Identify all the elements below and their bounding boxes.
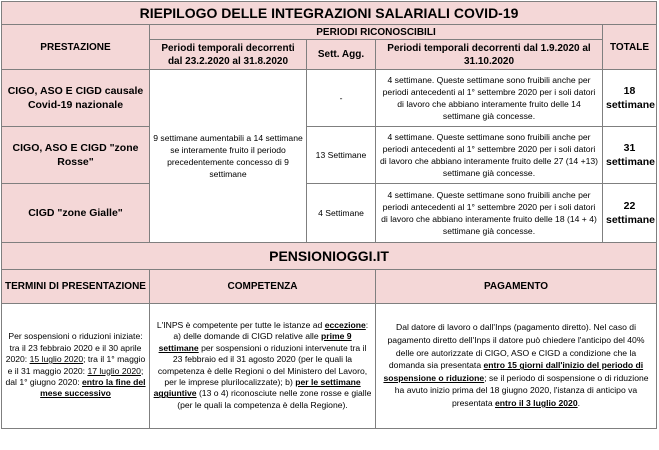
header-periodo-2: Periodi temporali decorrenti dal 1.9.2020 al 31.10.2020 [376,40,603,70]
pagamento-text: Dal datore di lavoro o dall'Inps (pagamento diretto). Nel caso di pagamento diretto dell'Inps il datore può chiedere l'anticipo del 40% delle ore autorizzate di CIGO, ASO e CIGD a condizione che la domanda sia presentata [387,322,645,371]
pagamento-text: . [577,397,580,408]
totale-number: 31 [623,142,636,154]
pagamento-text: ; se il periodo di sospensione o di riduzione ha avuto inizio prima del 18 giugno 2020, l'istanza di anticipo va presentata [394,372,649,408]
termini-date-2: 17 luglio 2020 [87,365,141,376]
lower-table [1,270,657,429]
header-periodo-1: Periodi temporali decorrenti dal 23.2.2020 al 31.8.2020 [150,40,307,70]
header-competenza: COMPETENZA [150,270,376,303]
totale-cell [603,184,657,243]
totale-number: 22 [623,200,636,212]
competenza-text: L'INPS è competente per tutte le istanze ad [156,319,325,330]
termini-text: ; tra il 1° maggio e il 31 maggio 2020: [7,354,146,376]
summary-document [1,1,656,447]
termini-date-1: 15 luglio 2020 [29,354,84,365]
header-pagamento: PAGAMENTO [376,270,657,303]
row-label: CIGO, ASO E CIGD "zone Rosse" [2,127,150,184]
row-label: CIGD "zone Gialle" [2,184,150,243]
table-row [2,70,657,127]
periodo-2-cell: 4 settimane. Queste settimane sono fruibili anche per periodi antecedenti al 1° settembre 2020 per i soli datori di lavoro che abbiano interamente fruito delle 18 (14 + 4) settimane già concesse. [376,184,603,243]
termini-text: ; dal 1° giugno 2020: [5,365,144,387]
header-termini: TERMINI DI PRESENTAZIONE [2,270,150,303]
brand-banner: PENSIONIOGGI.IT [2,243,657,270]
periodo-1-merged-cell: 9 settimane aumentabili a 14 settimane se interamente fruito il periodo precedentemente concesso di 9 settimane [150,70,307,243]
lower-content-row [2,303,657,428]
pagamento-deadline-2: entro il 3 luglio 2020 [494,397,578,408]
summary-table [1,1,657,270]
totale-cell [603,127,657,184]
sett-agg-cell: 4 Settimane [307,184,376,243]
header-row-1 [2,25,657,40]
table-row [2,127,657,184]
header-totale: TOTALE [603,25,657,70]
totale-unit: settimane [606,99,656,111]
totale-number: 18 [623,85,636,97]
totale-unit: settimane [606,214,656,226]
termini-deadline: entro la fine del mese successivo [40,376,146,399]
totale-cell [603,70,657,127]
header-sett-agg: Sett. Agg. [307,40,376,70]
sett-agg-cell: - [307,70,376,127]
page-title: RIEPILOGO DELLE INTEGRAZIONI SALARIALI COVID-19 [2,2,657,25]
header-periodi: PERIODI RICONOSCIBILI [150,25,603,40]
competenza-eccezione: eccezione [324,319,366,330]
row-label: CIGO, ASO E CIGD causale Covid-19 nazionale [2,70,150,127]
pagamento-cell [376,303,657,428]
brand-row [2,243,657,270]
periodo-2-cell: 4 settimane. Queste settimane sono fruibili anche per periodi antecedenti al 1° settembre 2020 per i soli datori di lavoro che abbiano interamente fruito delle 27 (14 +13) settimane già concesse. [376,127,603,184]
lower-header-row [2,270,657,303]
totale-unit: settimane [606,156,656,168]
termini-text: Per sospensioni o riduzioni iniziate: tra il 23 febbraio 2020 e il 30 aprile 2020: [5,331,143,365]
table-row [2,184,657,243]
pagamento-deadline-1: entro 15 giorni dall'inizio del periodo di sospensione o riduzione [383,360,644,383]
termini-cell [2,303,150,428]
competenza-text: (13 o 4) riconosciute nelle zone rosse e gialle (per le quali la competenza è della Regione). [177,388,372,410]
competenza-text: per sospensioni o riduzioni intervenute tra il 23 febbraio ed il 31 agosto 2020 (per le quali la competenza è delle Regioni o del Ministero del Lavoro, per le imprese plurilocalizzate); b) [157,342,368,387]
title-row [2,2,657,25]
competenza-prime-settimane: prime 9 settimane [158,331,352,353]
competenza-cell [150,303,376,428]
competenza-text: : a) delle domande di CIGD relative alle [173,319,369,342]
header-prestazione: PRESTAZIONE [2,25,150,70]
sett-agg-cell: 13 Settimane [307,127,376,184]
periodo-2-cell: 4 settimane. Queste settimane sono fruibili anche per periodi antecedenti al 1° settembre 2020 per i soli datori di lavoro che abbiano interamente fruito delle 14 settimane già concesse. [376,70,603,127]
competenza-settimane-aggiuntive: per le settimane aggiuntive [153,376,361,399]
